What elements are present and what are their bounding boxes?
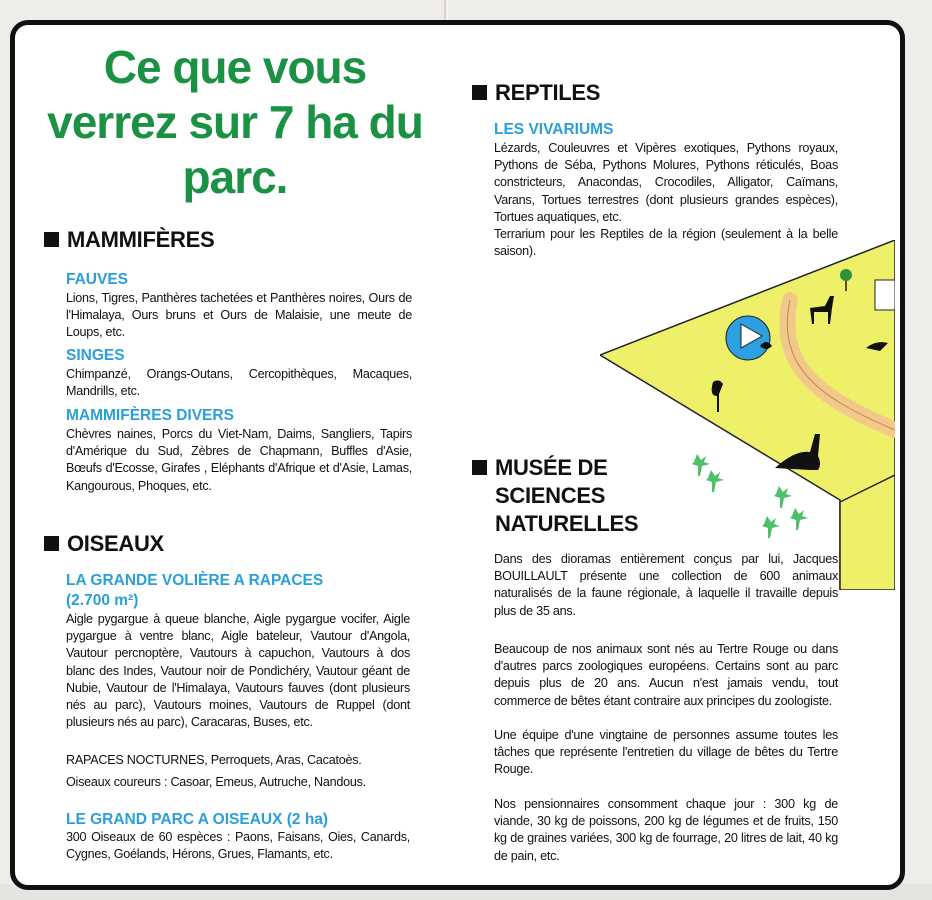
section-oiseaux-label: OISEAUX	[67, 531, 164, 556]
mammiferes-divers-title: MAMMIFÈRES DIVERS	[66, 407, 234, 424]
section-musee	[472, 454, 608, 481]
grand-parc-title: LE GRAND PARC A OISEAUX (2 ha)	[66, 811, 329, 828]
vivariums-title: LES VIVARIUMS	[494, 121, 614, 138]
musee-paragraph-3: Une équipe d'une vingtaine de personnes assume toutes les tâches que représente l'entretien du village de bêtes du Tertre Rouge.	[494, 728, 838, 777]
park-map-illustration	[600, 240, 895, 590]
musee-paragraph-4: Nos pensionnaires consomment chaque jour : 300 kg de viande, 30 kg de poissons, 200 kg de légumes et de fruits, 150 kg de graines variées, 300 kg de fourrage, 20 litres de lait, 40 kg de pain, etc.	[494, 797, 838, 863]
grand-parc-text: 300 Oiseaux de 60 espèces : Paons, Faisans, Oies, Canards, Cygnes, Goélands, Hérons, Grues, Flamants, etc.	[66, 830, 410, 862]
square-bullet-icon	[472, 460, 487, 475]
square-bullet-icon	[472, 85, 487, 100]
singes-text: Chimpanzé, Orangs-Outans, Cercopithèques, Macaques, Mandrills, etc.	[66, 367, 412, 399]
section-musee-label-3: NATURELLES	[495, 511, 639, 536]
section-mammiferes-label: MAMMIFÈRES	[67, 227, 215, 252]
square-bullet-icon	[44, 536, 59, 551]
section-musee-label-1: MUSÉE DE	[495, 455, 608, 480]
voliere-text: Aigle pygargue à queue blanche, Aigle pygargue vocifer, Aigle pygargue à ventre blanc, Aigle bateleur, Vautour d'Angola, Vautour percnoptère, Vautours à capuchon, Vautours à dos blanc des Indes, Vautour noir de Pondichéry, Vautour géant de Nubie, Vautour de l'Himalaya, Vautours fauves (dont plusieurs nés au parc), Vautours moines, Vautours de Ruppel (dont plusieurs nés au parc), Caracaras, Buses, etc.	[66, 612, 410, 730]
tree-icon	[840, 269, 852, 281]
fauves-title: FAUVES	[66, 271, 129, 288]
voliere-title: LA GRANDE VOLIÈRE A RAPACES	[66, 572, 324, 589]
section-musee-label-2: SCIENCES	[495, 483, 606, 508]
brochure-title: Ce que vous verrez sur 7 ha du parc.	[47, 41, 423, 203]
section-reptiles-label: REPTILES	[495, 80, 601, 105]
mammiferes-divers-text: Chèvres naines, Porcs du Viet-Nam, Daims, Sangliers, Tapirs d'Amérique du Sud, Zèbres de Chapmann, Buffles d'Asie, Bœufs d'Ecosse, Girafes , Eléphants d'Afrique et d'Asie, Lamas, Kangourous, Phoques, etc.	[66, 427, 412, 493]
square-bullet-icon	[44, 232, 59, 247]
fauves-text: Lions, Tigres, Panthères tachetées et Panthères noires, Ours de l'Himalaya, Ours bruns et Ours de Malaisie, une meute de Loups, etc.	[66, 291, 412, 340]
terrarium-text: Terrarium pour les Reptiles de la région (seulement à la belle saison).	[494, 227, 838, 259]
park-map-building	[875, 280, 895, 310]
section-mammiferes	[44, 226, 214, 253]
singes-title: SINGES	[66, 347, 125, 364]
voliere-area: (2.700 m²)	[66, 592, 139, 609]
vivariums-text: Lézards, Couleuvres et Vipères exotiques, Pythons royaux, Pythons de Séba, Pythons Molures, Pythons réticulés, Boas constricteurs, Anacondas, Crocodiles, Alligator, Caïmans, Varans, Tortues terrestres (dont plusieurs grandes espèces), Tortues aquatiques, etc.	[494, 141, 838, 224]
oiseaux-coureurs-text: Oiseaux coureurs : Casoar, Emeus, Autruche, Nandous.	[66, 775, 366, 789]
rapaces-nocturnes-text: RAPACES NOCTURNES, Perroquets, Aras, Cacatoès.	[66, 753, 362, 767]
musee-paragraph-1: Dans des dioramas entièrement conçus par lui, Jacques BOUILLAULT présente une collection de 600 animaux naturalisés de la faune régionale, à laquelle il travaille depuis plus de 35 ans.	[494, 552, 838, 618]
section-oiseaux	[44, 530, 164, 557]
musee-paragraph-2: Beaucoup de nos animaux sont nés au Tertre Rouge ou dans d'autres parcs zoologiques européens. Certains sont au parc depuis plus de 20 ans. Aucun n'est jamais vendu, tout commerce de bêtes étant contraire aux principes du zoologiste.	[494, 642, 838, 708]
section-reptiles	[472, 79, 600, 106]
